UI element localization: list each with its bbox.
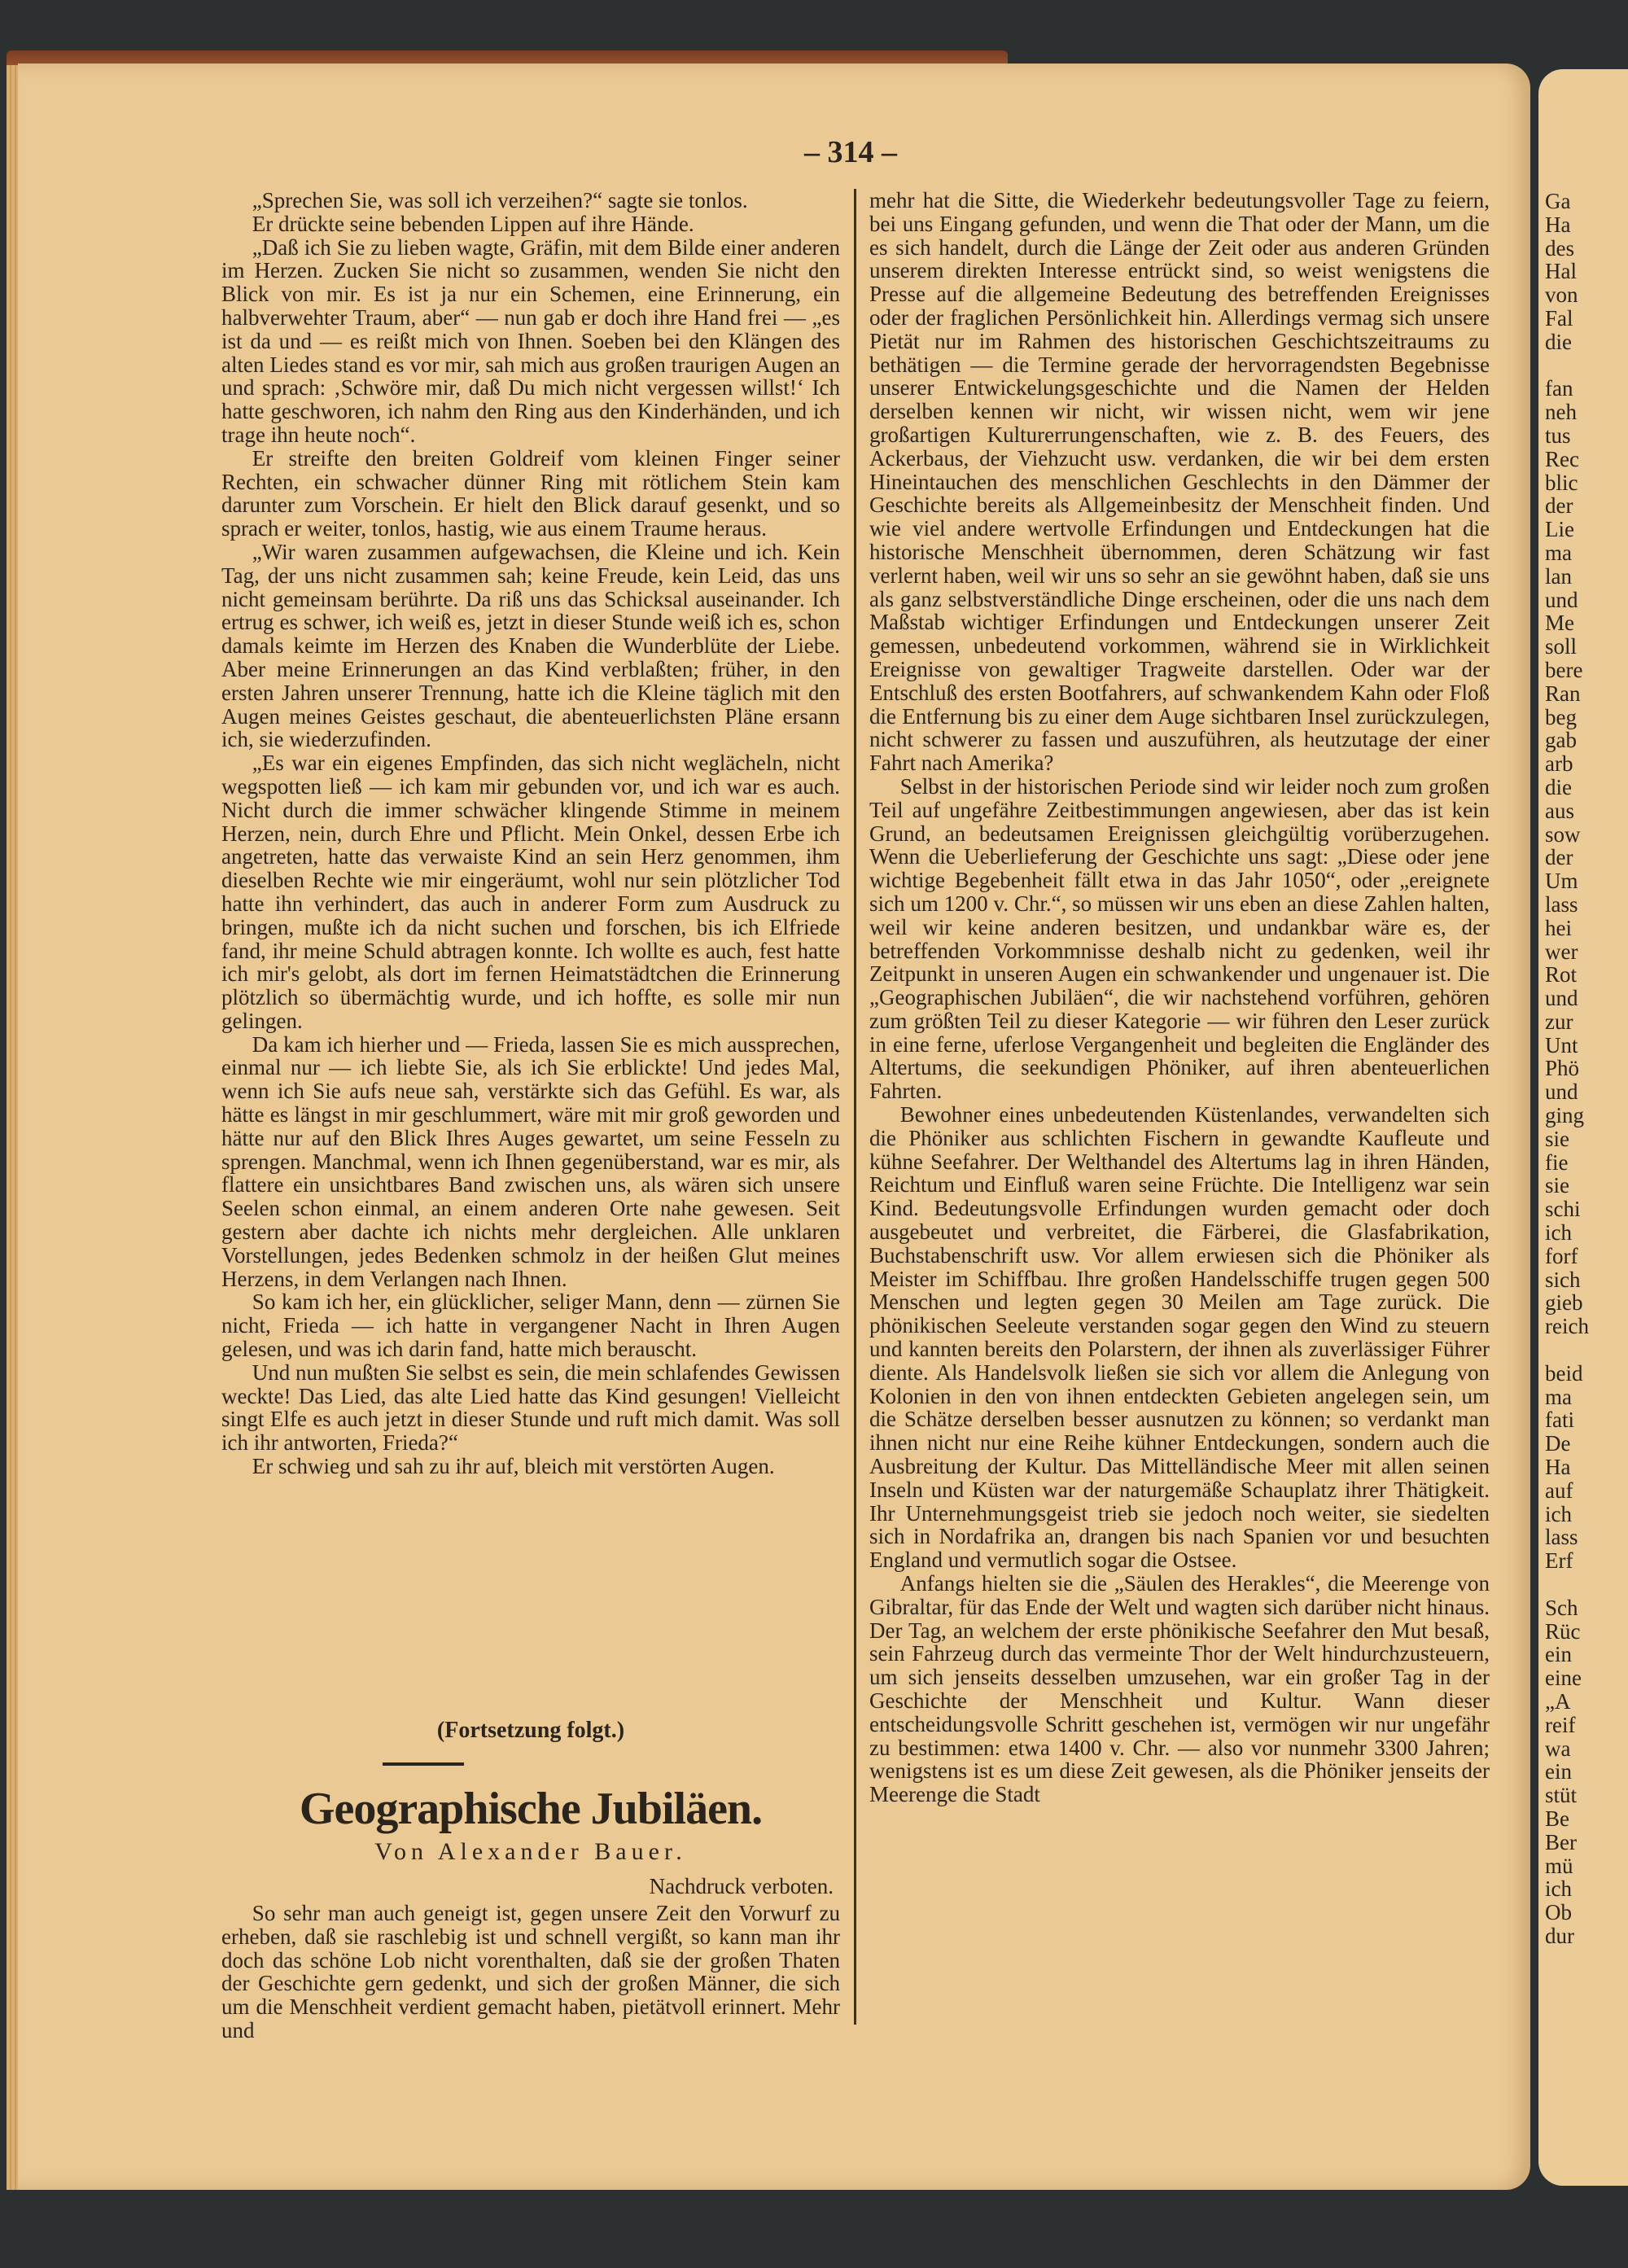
paragraph: So kam ich her, ein glücklicher, seliger Mann, denn — zürnen Sie nicht, Frieda — ich hatte in vergangener Nacht in Ihren Augen gelesen, und was ich darin fand, hatte mich berauscht. (221, 1289, 840, 1362)
continuation-note: (Fortsetzung folgt.) (436, 1718, 625, 1743)
section-rule (383, 1762, 464, 1766)
paragraph: So sehr man auch geneigt ist, gegen unsere Zeit den Vorwurf zu erheben, daß sie raschlebig ist und schnell vergißt, so kann man ihr doch das schöne Lob nicht vorenthalten, daß sie der großen Thaten der Geschichte gern gedenkt, und sich der großen Männer, die sich um die Menschheit verdient gemacht haben, pietätvoll erinnert. Mehr und (221, 1901, 840, 2043)
paragraph: mehr hat die Sitte, die Wiederkehr bedeutungsvoller Tage zu feiern, bei uns Eingang gefunden, und wenn die That oder der Mann, um die es sich handelt, durch die Länge der Zeit oder aus anderen Gründen unserem direkten Interesse entrückt sind, so weist wenigstens die Presse auf die allgemeine Bedeutung des betreffenden Ereignisses oder der fraglichen Persönlichkeit hin. Allerdings vermag sich unsere Pietät nur im Rahmen des historischen Geschichtszeitraums zu bethätigen — die Termine gerade der hervorragendsten Begebnisse unserer Entwickelungsgeschichte und die Namen der Helden derselben kennen wir nicht, wir wissen nicht, wem wir jene großartigen Kulturerrungenschaften, wie z. B. des Feuers, des Ackerbaus, der Viehzucht usw. verdanken, die wir bei dem ersten Hineintauchen des menschlichen Geschlechts in den Dämmer der Geschichte bereits als Allgemeinbesitz der Menschheit finden. Und wie viel andere wertvolle Erfindungen und Entdeckungen hat die historische Menschheit übernommen, deren Schätzung wir fast verlernt haben, weil wir uns so sehr an sie gewöhnt haben, daß sie uns als ganz selbstverständliche Dinge erscheinen, oder die uns nach dem Maßstab wichtiger Erfindungen und Entdeckungen unserer Zeit gemessen, unbedeutend vorkommen, während sie in Wirklichkeit Ereignisse von gewaltiger Tragweite darstellen. Oder war der Entschluß des ersten Bootfahrers, auf schwankendem Kahn oder Floß die Entfernung bis zu einer dem Auge sichtbaren Insel zurückzulegen, nicht schwerer zu fassen und auszuführen, als heutzutage der einer Fahrt nach Amerika? (869, 188, 1490, 776)
article-title: Geographische Jubiläen. (299, 1784, 763, 1834)
page-number: – 314 – (804, 135, 897, 169)
paragraph: Und nun mußten Sie selbst es sein, die mein schlafendes Gewissen weckte! Das Lied, das alte Lied hatte das Kind gesungen! Vielleicht singt Elfe es auch jetzt in dieser Stunde und ruft mich damit. Was soll ich ihr antworten, Frieda?“ (221, 1359, 840, 1456)
paragraph: Er streifte den breiten Goldreif vom kleinen Finger seiner Rechten, ein schwacher dünner Ring mit rötlichem Stein kam darunter zum Vorschein. Er hielt den Blick darauf gesenkt, und so sprach er weiter, tonlos, hastig, wie aus einem Traume heraus. (221, 445, 840, 541)
paragraph: „Wir waren zusammen aufgewachsen, die Kleine und ich. Kein Tag, der uns nicht zusammen sah; keine Freude, kein Leid, das uns nicht gemeinsam berührte. Da riß uns das Schicksal auseinander. Ich ertrug es schwer, ich weiß es, jetzt in dieser Stunde weiß ich es, schon damals keimte im Herzen des Knaben die Wunderblüte der Liebe. Aber meine Erinnerungen an das Kind verblaßten; früher, in den ersten Jahren unserer Trennung, hatte ich die Kleine täglich mit den Augen meines Geistes geschaut, die abenteuerlichsten Pläne ersann ich, sie wiederzufinden. (221, 539, 840, 752)
paragraph: Anfangs hielten sie die „Säulen des Herakles“, die Meerenge von Gibraltar, für das Ende der Welt und wagten sich darüber nicht hinaus. Der Tag, an welchem der erste phönikische Seefahrer den Mut besaß, sein Fahrzeug durch das vermeinte Thor der Welt hindurchzusteuern, um sich jenseits desselben umzusehen, war ein großer Tag in der Geschichte der Menschheit und Kultur. Wann dieser entscheidungsvolle Schritt geschehen ist, vermögen wir nur ungefähr zu bestimmen: etwa 1400 v. Chr. — also vor nunmehr 3300 Jahren; wenigstens ist es um diese Zeit gewesen, als die Phöniker jenseits der Meerenge die Stadt (869, 1571, 1490, 1807)
reprint-notice: Nachdruck verboten. (649, 1874, 834, 1898)
paragraph: Er schwieg und sah zu ihr auf, bleich mit verstörten Augen. (252, 1454, 775, 1479)
paragraph: Selbst in der historischen Periode sind wir leider noch zum großen Teil auf ungefähre Zeitbestimmungen angewiesen, aber das ist kein Grund, an bedeutsamen Ereignissen gleichgültig vorüberzugehen. Wenn die Ueberlieferung der Geschichte uns sagt: „Diese oder jene wichtige Begebenheit fällt etwa in das Jahr 1050“, oder „ereignete sich um 1200 v. Chr.“, so müssen wir uns eben an diese Zahlen halten, weil wir keine anderen besitzen, und undankbar wäre es, der betreffenden Vorkommnisse deshalb nicht zu gedenken, weil ihr Zeitpunkt in unseren Augen ein schwankender und ungenauer ist. Die „Geographischen Jubiläen“, die wir nachstehend vorführen, gehören zum größten Teil zu dieser Kategorie — wir führen den Leser zurück in eine ferne, uferlose Vergangenheit und begleiten die Engländer des Altertums, die seekundigen Phöniker, auf ihren abenteuerlichen Fahrten. (869, 773, 1490, 1104)
column-divider (854, 189, 856, 2025)
story-column (221, 189, 840, 1478)
paragraph: „Es war ein eigenes Empfinden, das sich nicht weglächeln, nicht wegspotten ließ — ich kam mir gebunden vor, und ich war es auch. Nicht durch die immer schwächer klingende Stimme in meinem Herzen, nein, durch Ehre und Pflicht. Mein Onkel, dessen Erbe ich angetreten, hatte das verwaiste Kind an sein Herz genommen, ihm dieselben Rechte wie mir eingeräumt, wohl nur sein plötzlicher Tod hatte ihn verhindert, das auch in anderer Form zum Ausdruck zu bringen, mußte ich da nicht suchen und forschen, bis ich Elfriede fand, ihr meine Schuld abtragen konnte. Ich wollte es auch, fest hatte ich mir's gelobt, als dort im fernen Heimatstädtchen die Erinnerung plötzlich so übermächtig wurde, und ich hoffte, es solle mir nun gelingen. (221, 751, 840, 1033)
article-column-left (221, 1902, 840, 2043)
next-page-strip (1538, 69, 1628, 2186)
paragraph: „Sprechen Sie, was soll ich verzeihen?“ sagte sie tonlos. (252, 188, 748, 212)
paragraph: Da kam ich hierher und — Frieda, lassen Sie es mich aussprechen, einmal nur — ich liebte Sie, als ich Sie erblickte! Und jedes Mal, wenn ich Sie aufs neue sah, verstärkte sich das Gefühl. Es war, als hätte es längst in mir geschlummert, wäre mit mir groß geworden und hätte nur auf den Blick Ihres Auges gewartet, um seine Fesseln zu sprengen. Manchmal, wenn ich Ihnen gegenüberstand, war es mir, als flattere ein unsichtbares Band zwischen uns, als wären sich unsere Seelen schon einmal, an einem anderen Orte nahe gewesen. Seit gestern aber dachte ich nichts mehr dergleichen. Alle unklaren Vorstellungen, jedes Bedenken schmolz in der heißen Glut meines Herzens, in dem Verlangen nach Ihnen. (221, 1031, 840, 1291)
paragraph: „Daß ich Sie zu lieben wagte, Gräfin, mit dem Bilde einer anderen im Herzen. Zucken Sie nicht so zusammen, wenden Sie nicht den Blick von mir. Es ist ja nur ein Schemen, eine Erinnerung, ein halbverwehter Traum, aber“ — nun gab er doch ihre Hand frei — „es ist da und — es reißt mich von Ihnen. Soeben bei den Klängen des alten Liedes stand es vor mir, sah mich aus großen traurigen Augen an und sprach: ‚Schwöre mir, daß Du mich nicht vergessen willst!‘ Ich hatte geschworen, ich nahm den Ring aus den Kinderhänden, und ich trage ihn heute noch“. (221, 234, 840, 447)
article-byline: Von Alexander Bauer. (374, 1838, 687, 1865)
article-column-right (869, 189, 1490, 1806)
next-page-text: Ga Ha des Hal von Fal die fan neh tus Rec blic der Lie ma lan und Me soll bere Ran beg gab arb die aus sow der Um lass hei wer Rot und zur Unt Phö und ging sie fie sie schi ich forf sich gieb reich beid ma fati De Ha auf ich lass Erf Sch Rüc ein eine „A reif wa ein stüt Be Ber mü ich Ob dur (1545, 189, 1589, 1948)
paragraph: Er drückte seine bebenden Lippen auf ihre Hände. (252, 211, 694, 236)
paragraph: Bewohner eines unbedeutenden Küstenlandes, verwandelten sich die Phöniker aus schlichten Fischern in gewandte Kaufleute und kühne Seefahrer. Der Welthandel des Altertums lag in ihren Händen, Reichtum und Einfluß waren seine Früchte. Die Intelligenz war sein Kind. Bedeutungsvolle Erfindungen wurden gemacht oder doch ausgebeutet und verbreitet, die Färberei, die Glasfabrikation, Buchstabenschrift usw. Vor allem erwiesen sich die Phöniker als Meister im Schiffbau. Ihre großen Handelsschiffe trugen gegen 500 Menschen und legten gegen 30 Meilen am Tage zurück. Die phönikischen Seeleute verstanden sogar gegen den Wind zu steuern und kannten bereits den Polarstern, der ihnen als zuverlässiger Führer diente. Als Handelsvolk ließen sie sich vor allem die Anlegung von Kolonien in den von ihnen entdeckten Gebieten angelegen sein, um die Schätze derselben besser ausnutzen zu können; so verdankt man ihnen nicht nur eine Reihe kühner Entdeckungen, sondern auch die Ausbreitung der Kultur. Das Mittelländische Meer mit allen seinen Inseln und Küsten war der naturgemäße Schauplatz ihrer Thätigkeit. Ihr Unternehmungsgeist trieb sie jedoch noch weiter, sie siedelten sich in Nordafrika an, drangen bis nach Spanien vor und besuchten England und vermutlich sogar die Ostsee. (869, 1102, 1490, 1573)
